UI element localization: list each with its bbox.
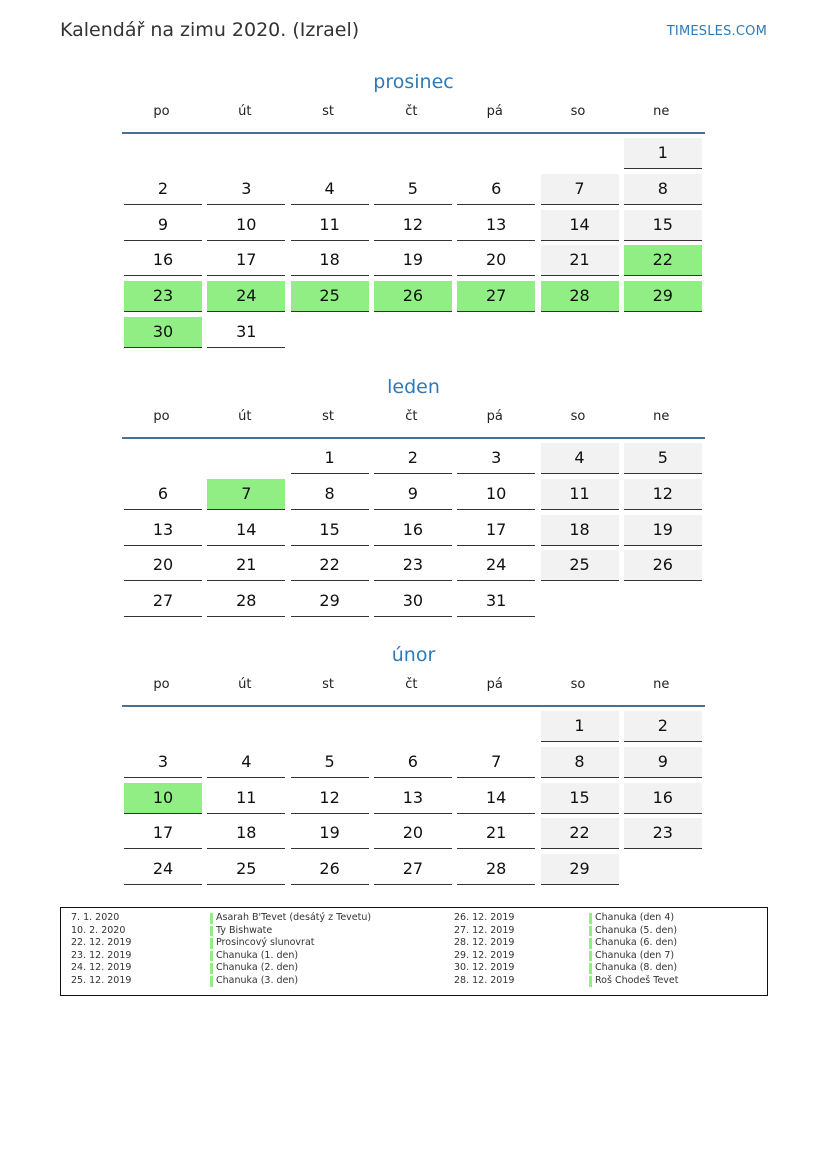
holiday-name: Chanuka (2. den) [210, 962, 298, 975]
day-cell[interactable]: 4 [541, 443, 619, 474]
day-cell[interactable]: 4 [291, 174, 369, 205]
day-cell[interactable]: 15 [291, 515, 369, 546]
day-cell[interactable]: 16 [374, 515, 452, 546]
weekday-label: po [153, 677, 170, 692]
day-cell[interactable]: 16 [624, 783, 702, 814]
day-cell[interactable]: 14 [207, 515, 285, 546]
day-cell[interactable]: 29 [541, 854, 619, 885]
day-cell[interactable]: 12 [624, 479, 702, 510]
day-cell[interactable]: 10 [457, 479, 535, 510]
day-cell[interactable]: 12 [374, 210, 452, 241]
weekday-label: út [238, 409, 252, 424]
weekday-label: út [238, 677, 252, 692]
holiday-date: 10. 2. 2020 [71, 924, 126, 936]
day-cell[interactable]: 19 [291, 818, 369, 849]
day-cell[interactable]: 8 [291, 479, 369, 510]
weekday-label: st [322, 409, 335, 424]
day-cell[interactable]: 3 [457, 443, 535, 474]
day-cell[interactable]: 29 [624, 281, 702, 312]
day-cell[interactable]: 11 [207, 783, 285, 814]
day-cell[interactable]: 10 [207, 210, 285, 241]
days-grid [122, 443, 705, 622]
day-cell[interactable]: 14 [541, 210, 619, 241]
day-cell[interactable]: 1 [541, 711, 619, 742]
holiday-name: Chanuka (den 4) [589, 912, 674, 925]
weekday-label: so [570, 409, 586, 424]
day-cell[interactable]: 9 [374, 479, 452, 510]
weekday-label: čt [405, 409, 418, 424]
day-cell[interactable]: 28 [457, 854, 535, 885]
holiday-date: 7. 1. 2020 [71, 912, 120, 923]
holiday-date: 29. 12. 2019 [454, 949, 515, 961]
day-cell[interactable]: 11 [291, 210, 369, 241]
day-cell[interactable]: 20 [374, 818, 452, 849]
day-cell[interactable]: 13 [124, 515, 202, 546]
holiday-date: 22. 12. 2019 [71, 937, 132, 949]
day-cell[interactable]: 23 [624, 818, 702, 849]
month-block [122, 70, 705, 353]
day-cell[interactable]: 16 [124, 245, 202, 276]
day-cell[interactable]: 25 [291, 281, 369, 312]
day-cell[interactable]: 4 [207, 747, 285, 778]
day-cell[interactable]: 18 [207, 818, 285, 849]
day-cell[interactable]: 19 [624, 515, 702, 546]
day-cell[interactable]: 22 [624, 245, 702, 276]
day-cell[interactable]: 17 [457, 515, 535, 546]
day-cell[interactable]: 22 [291, 550, 369, 581]
day-cell[interactable]: 22 [541, 818, 619, 849]
day-cell[interactable]: 18 [541, 515, 619, 546]
holiday-date: 30. 12. 2019 [454, 962, 515, 974]
weekday-label: po [153, 104, 170, 119]
day-cell[interactable]: 26 [374, 281, 452, 312]
day-cell[interactable]: 21 [457, 818, 535, 849]
day-cell[interactable]: 20 [124, 550, 202, 581]
weekday-label: út [238, 104, 252, 119]
day-cell[interactable]: 3 [124, 747, 202, 778]
day-cell[interactable]: 18 [291, 245, 369, 276]
weekday-header [122, 104, 705, 134]
day-cell[interactable]: 25 [541, 550, 619, 581]
day-cell[interactable]: 24 [457, 550, 535, 581]
weekday-label: ne [653, 409, 670, 424]
holiday-date: 24. 12. 2019 [71, 962, 132, 974]
holiday-name: Chanuka (3. den) [210, 975, 298, 988]
day-cell[interactable]: 5 [291, 747, 369, 778]
day-cell[interactable]: 6 [124, 479, 202, 510]
day-cell[interactable]: 30 [374, 586, 452, 617]
weekday-label: pá [486, 409, 503, 424]
day-cell[interactable]: 11 [541, 479, 619, 510]
day-cell[interactable]: 14 [457, 783, 535, 814]
day-cell[interactable]: 28 [207, 586, 285, 617]
day-cell[interactable]: 31 [207, 317, 285, 348]
day-cell[interactable]: 12 [291, 783, 369, 814]
weekday-label: čt [405, 104, 418, 119]
holiday-date: 26. 12. 2019 [454, 912, 515, 923]
weekday-label: st [322, 677, 335, 692]
day-cell[interactable]: 9 [124, 210, 202, 241]
day-cell[interactable]: 8 [541, 747, 619, 778]
weekday-label: st [322, 104, 335, 119]
day-cell[interactable]: 27 [374, 854, 452, 885]
holiday-name: Chanuka (8. den) [589, 962, 677, 975]
day-cell[interactable]: 20 [457, 245, 535, 276]
weekday-header [122, 677, 705, 707]
holiday-name: Prosincový slunovrat [210, 937, 315, 950]
day-cell[interactable]: 8 [624, 174, 702, 205]
day-cell[interactable]: 1 [624, 138, 702, 169]
day-cell[interactable]: 5 [624, 443, 702, 474]
month-block [122, 375, 705, 622]
day-cell[interactable]: 7 [541, 174, 619, 205]
day-cell[interactable]: 15 [624, 210, 702, 241]
day-cell[interactable]: 30 [124, 317, 202, 348]
day-cell[interactable]: 23 [124, 281, 202, 312]
holiday-name: Roš Chodeš Tevet [589, 975, 679, 988]
day-cell[interactable]: 1 [291, 443, 369, 474]
day-cell[interactable]: 21 [541, 245, 619, 276]
day-cell[interactable]: 26 [624, 550, 702, 581]
day-cell[interactable]: 10 [124, 783, 202, 814]
day-cell[interactable]: 3 [207, 174, 285, 205]
day-cell[interactable]: 15 [541, 783, 619, 814]
day-cell[interactable]: 19 [374, 245, 452, 276]
day-cell[interactable]: 27 [457, 281, 535, 312]
holiday-name: Chanuka (6. den) [589, 937, 677, 950]
page-title: Kalendář na zimu 2020. (Izrael) [60, 19, 360, 41]
day-cell[interactable]: 28 [541, 281, 619, 312]
day-cell[interactable]: 2 [124, 174, 202, 205]
holiday-name: Chanuka (1. den) [210, 950, 298, 963]
holiday-date: 23. 12. 2019 [71, 949, 132, 961]
day-cell[interactable]: 24 [207, 281, 285, 312]
holiday-legend [60, 907, 768, 996]
days-grid [122, 711, 705, 890]
holiday-name: Asarah B'Tevet (desátý z Tevetu) [210, 912, 371, 925]
day-cell[interactable]: 29 [291, 586, 369, 617]
day-cell[interactable]: 7 [207, 479, 285, 510]
day-cell[interactable]: 13 [374, 783, 452, 814]
day-cell[interactable]: 25 [207, 854, 285, 885]
weekday-label: ne [653, 677, 670, 692]
day-cell[interactable]: 17 [124, 818, 202, 849]
day-cell[interactable]: 24 [124, 854, 202, 885]
day-cell[interactable]: 21 [207, 550, 285, 581]
day-cell[interactable]: 6 [374, 747, 452, 778]
weekday-label: pá [486, 677, 503, 692]
holiday-name: Chanuka (den 7) [589, 950, 674, 963]
month-title: únor [391, 644, 436, 666]
weekday-label: po [153, 409, 170, 424]
holiday-name: Ty Bishwate [210, 925, 272, 938]
day-cell[interactable]: 31 [457, 586, 535, 617]
month-title: leden [387, 376, 440, 398]
day-cell[interactable]: 7 [457, 747, 535, 778]
holiday-date: 25. 12. 2019 [71, 975, 132, 986]
weekday-label: pá [486, 104, 503, 119]
weekday-label: čt [405, 677, 418, 692]
month-title: prosinec [373, 71, 454, 93]
day-cell[interactable]: 26 [291, 854, 369, 885]
day-cell[interactable]: 13 [457, 210, 535, 241]
weekday-header [122, 409, 705, 439]
holiday-date: 27. 12. 2019 [454, 924, 515, 936]
day-cell[interactable]: 2 [624, 711, 702, 742]
day-cell[interactable]: 23 [374, 550, 452, 581]
holiday-name: Chanuka (5. den) [589, 925, 677, 938]
day-cell[interactable]: 9 [624, 747, 702, 778]
day-cell[interactable]: 5 [374, 174, 452, 205]
month-block [122, 643, 705, 890]
day-cell[interactable]: 2 [374, 443, 452, 474]
weekday-label: so [570, 104, 586, 119]
holiday-date: 28. 12. 2019 [454, 937, 515, 949]
day-cell[interactable]: 17 [207, 245, 285, 276]
holiday-date: 28. 12. 2019 [454, 975, 515, 986]
weekday-label: so [570, 677, 586, 692]
day-cell[interactable]: 27 [124, 586, 202, 617]
days-grid [122, 138, 705, 353]
weekday-label: ne [653, 104, 670, 119]
brand-link[interactable]: TIMESLES.COM [666, 24, 767, 39]
day-cell[interactable]: 6 [457, 174, 535, 205]
